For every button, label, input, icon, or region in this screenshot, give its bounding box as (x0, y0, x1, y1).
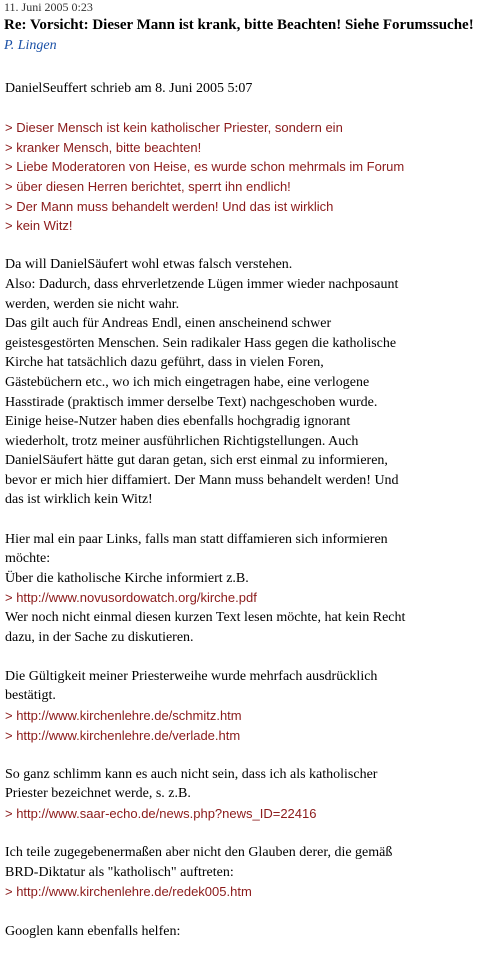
link-verlade[interactable]: > http://www.kirchenlehre.de/verlade.htm (5, 727, 241, 743)
body-text-line: dazu, in der Sache zu diskutieren. (5, 629, 194, 645)
body-text-line: Da will DanielSäufert wohl etwas falsch verstehen. (5, 257, 293, 273)
body-text-line: Über die katholische Kirche informiert z.B. (5, 570, 249, 586)
spacer (5, 236, 500, 256)
body-text-line: geistesgestörten Menschen. Sein radikaler Hass gegen die katholische (5, 335, 397, 351)
post-subject: Re: Vorsicht: Dieser Mann ist krank, bitte Beachten! Siehe Forumssuche! (4, 17, 474, 33)
body-text-line: bestätigt. (5, 688, 56, 704)
quote-line: > kein Witz! (5, 218, 73, 234)
spacer (5, 745, 500, 765)
link-saar-echo[interactable]: > http://www.saar-echo.de/news.php?news_ID=22416 (5, 805, 317, 821)
spacer (5, 99, 500, 119)
link-redek[interactable]: > http://www.kirchenlehre.de/redek005.htm (5, 884, 252, 900)
body-text-line: Ich teile zugegebenermaßen aber nicht den Glauben derer, die gemäß (5, 845, 393, 861)
body-text-line: Priester bezeichnet werde, s. z.B. (5, 786, 191, 802)
spacer (5, 824, 500, 844)
body-text-line: Also: Dadurch, dass ehrverletzende Lügen immer wieder nachposaunt (5, 276, 399, 292)
link-kirche-pdf[interactable]: > http://www.novusordowatch.org/kirche.pdf (5, 590, 257, 606)
body-text-line: So ganz schlimm kann es auch nicht sein, dass ich als katholischer (5, 766, 378, 782)
quote-line: > über diesen Herren berichtet, sperrt ihn endlich! (5, 178, 291, 194)
quote-line: > kranker Mensch, bitte beachten! (5, 139, 202, 155)
quote-line: > Der Mann muss behandelt werden! Und das ist wirklich (5, 198, 334, 214)
body-text-line: bevor er mich hier diffamiert. Der Mann muss behandelt werden! Und (5, 472, 399, 488)
body-text-line: Wer noch nicht einmal diesen kurzen Text lesen möchte, hat kein Recht (5, 610, 406, 626)
body-text-line: Gästebüchern etc., wo ich mich eingetragen habe, eine verlogene (5, 374, 370, 390)
body-text-line: Einige heise-Nutzer haben dies ebenfalls hochgradig ignorant (5, 414, 351, 430)
quote-intro: DanielSeuffert schrieb am 8. Juni 2005 5:07 (5, 81, 253, 96)
body-text-line: Die Gültigkeit meiner Priesterweihe wurde mehrfach ausdrücklich (5, 668, 378, 684)
body-text-line: werden, werden sie nicht wahr. (5, 296, 180, 312)
body-text-line: Hier mal ein paar Links, falls man statt diffamieren sich informieren (5, 531, 388, 547)
post-body (5, 79, 500, 941)
post-date: 11. Juni 2005 0:23 (4, 0, 93, 14)
body-text-line: wiederholt, trotz meiner ausführlichen Richtigstellungen. Auch (5, 433, 359, 449)
quote-line: > Liebe Moderatoren von Heise, es wurde schon mehrmals im Forum (5, 159, 405, 175)
body-text-line: das ist wirklich kein Witz! (5, 492, 153, 508)
author-link[interactable]: P. Lingen (4, 38, 57, 53)
link-schmitz[interactable]: > http://www.kirchenlehre.de/schmitz.htm (5, 708, 242, 723)
body-text-line: Googlen kann ebenfalls helfen: (5, 923, 181, 939)
body-text-line: Kirche hat tatsächlich dazu geführt, dass in vielen Foren, (5, 355, 324, 371)
body-text-line: möchte: (5, 551, 51, 567)
quote-line: > Dieser Mensch ist kein katholischer Priester, sondern ein (5, 120, 343, 136)
spacer (5, 510, 500, 530)
body-text-line: Hasstirade (praktisch immer derselbe Text) nachgeschoben wurde. (5, 394, 378, 410)
body-text-line: Das gilt auch für Andreas Endl, einen anscheinend schwer (5, 316, 332, 332)
spacer (5, 902, 500, 922)
body-text-line: BRD-Diktatur als "katholisch" auftreten: (5, 864, 234, 880)
body-text-line: DanielSäufert hätte gut daran getan, sich erst einmal zu informieren, (5, 453, 388, 469)
spacer (5, 647, 500, 667)
